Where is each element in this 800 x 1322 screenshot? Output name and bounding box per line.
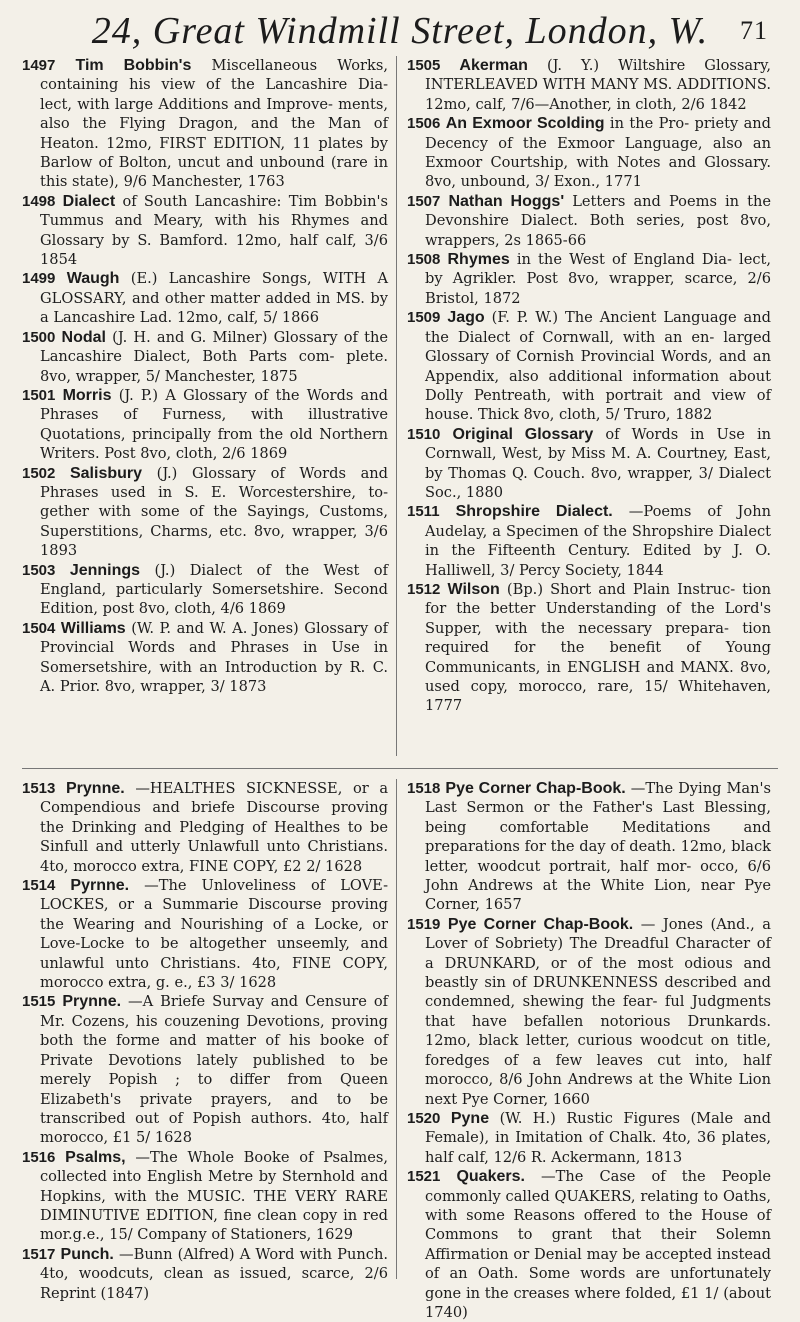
bottom-section (22, 779, 778, 1321)
entry-number: 1509 (407, 309, 441, 327)
entry-text: (J.) Dialect of the West of England, particularly Somersetshire. Second Edition, post 8vo, cloth, 4/6 1869 (40, 561, 388, 618)
entry-text: (J. H. and G. Milner) Glossary of the Lancashire Dialect, Both Parts com- plete. 8vo, wrapper, 5/ Manchester, 1875 (40, 328, 389, 385)
column-divider (396, 56, 397, 756)
entry-text: of Words in Use in Cornwall, West, by Miss M. A. Courtney, East, by Thomas Q. Couch. 8vo, wrapper, 3/ Dialect Soc., 1880 (425, 425, 772, 501)
catalogue-entry (407, 915, 771, 1109)
catalogue-entry (407, 502, 771, 580)
section-divider (22, 768, 778, 769)
entry-heading: Prynne. (62, 993, 122, 1011)
entry-heading: Pye Corner Chap-Book. (447, 915, 634, 933)
top-section (22, 56, 778, 756)
catalogue-entry (407, 56, 771, 114)
entry-heading: Akerman (459, 57, 528, 74)
entry-text: (Bp.) Short and Plain Instruc- tion for the better Understanding of the Lord's Supper, with the necessary prepara- tion required for the benefit of Young Communicants, in ENGLISH and MANX. 8vo, used copy, morocco, rare, 15/ Whitehaven, 1777 (425, 580, 772, 715)
catalogue-entry (407, 425, 771, 503)
entry-heading: Tim Bobbin's (75, 57, 192, 74)
entry-number: 1501 (22, 386, 56, 404)
catalogue-entry (407, 779, 771, 915)
catalogue-entry (22, 779, 388, 876)
catalogue-entry (22, 192, 388, 270)
catalogue-entry (22, 561, 388, 619)
entry-number: 1520 (407, 1109, 441, 1127)
entry-text: (F. P. W.) The Ancient Language and the Dialect of Cornwall, with an en- larged Glossary of Cornish Provincial Words, and an Appendix, also additional information about Dolly Pentreath, with portrait and view of house. Thick 8vo, cloth, 5/ Truro, 1882 (425, 309, 772, 424)
entry-number: 1512 (407, 580, 441, 598)
entry-heading: Quakers. (456, 1168, 525, 1186)
entry-heading: Original Glossary (452, 425, 594, 443)
entry-heading: Dialect (62, 192, 116, 210)
entry-text: (E.) Lancashire Songs, WITH A GLOSSARY, and other matter added in MS. by a Lancashire Lad. 12mo, calf, 5/ 1866 (40, 270, 388, 327)
entry-number: 1505 (407, 57, 441, 74)
entry-heading: Pye Corner Chap-Book. (445, 780, 626, 797)
bottom-left-column (22, 779, 394, 1302)
entry-heading: Rhymes (447, 251, 510, 269)
catalogue-entry (22, 1245, 388, 1303)
entry-text: (J. Y.) Wiltshire Glossary, INTERLEAVED WITH MANY MS. ADDITIONS. 12mo, calf, 7/6—Another, in cloth, 2/6 1842 (425, 57, 772, 113)
entry-number: 1514 (22, 877, 56, 895)
entry-text: — Jones (And., a Lover of Sobriety) The Dreadful Character of a DRUNKARD, or of the most odious and beastly sin of DRUNKENNESS described and condemned, shewing the fear- ful Judgments that have befallen notorious Drunkards. 12mo, black letter, curious woodcut on title, foredges of a few leaves cut into, half morocco, 8/6 John Andrews at the White Lion next Pye Corner, 1660 (425, 915, 771, 1108)
catalogue-entry (407, 580, 771, 716)
entry-text: Miscellaneous Works, containing his view of the Lancashire Dia- lect, with large Additions and Improve- ments, also the Flying Dragon, and the Man of Heaton. 12mo, FIRST EDITION, 11 plates by Barlow of Bolton, uncut and unbound (rare in this state), 9/6 Manchester, 1763 (40, 57, 389, 191)
catalogue-entry (22, 876, 388, 992)
entry-text: (W. P. and W. A. Jones) Glossary of Provincial Words and Phrases in Use in Somersetshire, with an Introduction by R. C. A. Prior. 8vo, wrapper, 3/ 1873 (40, 619, 389, 695)
entry-text: —HEALTHES SICKNESSE, or a Compendious and briefe Discourse proving the Drinking and Pledging of Healthes to be Sinfull and utterly Unlawfull unto Christians. 4to, morocco extra, FINE COPY, £2 2/ 1628 (40, 780, 389, 875)
entry-number: 1500 (22, 328, 56, 346)
catalogue-entry (22, 1148, 388, 1245)
catalogue-entry (22, 992, 388, 1147)
entry-heading: Salisbury (69, 464, 143, 482)
entry-heading: Nathan Hoggs' (448, 192, 565, 210)
entry-number: 1516 (22, 1148, 56, 1166)
entry-number: 1517 (22, 1245, 56, 1263)
entry-number: 1508 (407, 251, 441, 269)
entry-heading: Prynne. (66, 780, 125, 797)
entry-text: —The Unloveliness of LOVE- LOCKES, or a Summarie Discourse proving the Wearing and Nourishing of a Locke, or Love-Locke to be altogether unseemly, and unlawful unto Christians. 4to, FINE COPY, morocco extra, g. e., £3 3/ 1628 (40, 877, 388, 992)
entry-number: 1497 (22, 57, 56, 74)
entry-number: 1519 (407, 915, 441, 933)
column-divider (396, 779, 397, 1279)
page-number: 71 (740, 16, 768, 45)
entry-text: in the Pro- priety and Decency of the Exmoor Language, also an Exmoor Courtship, with Notes and Glossary. 8vo, unbound, 3/ Exon., 1771 (425, 115, 772, 191)
entry-text: —Poems of John Audelay, a Specimen of the Shropshire Dialect in the Fifteenth Century. Edited by J. O. Halliwell, 3/ Percy Society, 1844 (425, 503, 771, 579)
entry-text: —The Dying Man's Last Sermon or the Father's Last Blessing, being comfortable Meditations and preparations for the day of death. 12mo, black letter, woodcut portrait, half mor- occo, 6/6 John Andrews at the White Lion, near Pye Corner, 1657 (425, 780, 772, 914)
entry-heading: Shropshire Dialect. (455, 503, 613, 521)
entry-text: (W. H.) Rustic Figures (Male and Female), in Imitation of Chalk. 4to, 36 plates, half calf, 12/6 R. Ackermann, 1813 (425, 1109, 772, 1166)
entry-heading: Pyrnne. (70, 877, 130, 895)
entry-number: 1499 (22, 270, 56, 288)
entry-number: 1510 (407, 425, 441, 443)
catalogue-entry (22, 386, 388, 464)
entry-number: 1502 (22, 464, 56, 482)
entry-heading: Jennings (69, 561, 141, 579)
catalogue-entry (407, 308, 771, 424)
entry-text: —A Briefe Survay and Censure of Mr. Cozens, his couzening Devotions, proving both the forme and matter of his booke of Private Devotions lately published to be merely Popish ; to differ from Queen Elizabeth's private prayers, and to be transcribed out of Popish authors. 4to, half morocco, £1 5/ 1628 (40, 993, 389, 1147)
catalogue-entry (22, 464, 388, 561)
entry-text: in the West of England Dia- lect, by Agrikler. Post 8vo, wrapper, scarce, 2/6 Bristol, 1872 (425, 251, 772, 307)
entry-text: —The Whole Booke of Psalmes, collected into English Metre by Sternhold and Hopkins, with the MUSIC. THE VERY RARE DIMINUTIVE EDITION, fine clean copy in red mor.g.e., 15/ Company of Stationers, 1629 (40, 1148, 389, 1244)
entry-heading: Wilson (447, 580, 500, 598)
catalogue-entry (407, 114, 771, 192)
page-header (22, 6, 778, 56)
catalogue-entry (22, 269, 388, 327)
entry-text: of South Lancashire: Tim Bobbin's Tummus and Meary, with his Rhymes and Glossary by S. Bamford. 12mo, half calf, 3/6 1854 (40, 192, 388, 269)
entry-number: 1518 (407, 780, 441, 797)
top-left-column (22, 56, 394, 756)
top-right-column (399, 56, 771, 756)
catalogue-entry (22, 619, 388, 697)
entry-heading: Williams (60, 619, 126, 637)
catalogue-entry (407, 250, 771, 308)
entry-heading: Jago (447, 309, 485, 327)
header-address: 24, Great Windmill Street, London, W. (91, 10, 709, 52)
entry-heading: Nodal (61, 328, 106, 346)
entry-number: 1504 (22, 619, 56, 637)
catalogue-entry (22, 56, 388, 192)
entry-number: 1503 (22, 561, 56, 579)
catalogue-entry (407, 1109, 771, 1167)
catalogue-entry (22, 328, 388, 386)
entry-heading: Psalms, (65, 1148, 126, 1166)
entry-number: 1498 (22, 192, 56, 210)
entry-text: Letters and Poems in the Devonshire Dialect. Both series, post 8vo, wrappers, 2s 1865-66 (425, 192, 772, 249)
entry-heading: Punch. (60, 1245, 114, 1263)
entry-heading: Waugh (66, 270, 120, 288)
entry-heading: Morris (62, 386, 112, 404)
catalogue-entry (407, 1167, 771, 1322)
bottom-right-column (399, 779, 772, 1321)
entry-number: 1515 (22, 993, 56, 1011)
entry-text: (J.) Glossary of Words and Phrases used in S. E. Worcestershire, to- gether with some of the Sayings, Customs, Superstitions, Charms, etc. 8vo, wrapper, 3/6 1893 (40, 464, 389, 560)
entry-text: —Bunn (Alfred) A Word with Punch. 4to, woodcuts, clean as issued, scarce, 2/6 Reprint (1847) (40, 1245, 389, 1302)
entry-text: —The Case of the People commonly called QUAKERS, relating to Oaths, with some Reasons offered to the House of Commons to grant that their Solemn Affirmation or Denial may be accepted instead of an Oath. Some words are unfortunately gone in the creases where folded, £1 1/ (about 1740) (425, 1168, 771, 1321)
entry-number: 1511 (407, 503, 440, 521)
catalogue-entry (407, 192, 771, 250)
entry-heading: Pyne (450, 1109, 490, 1127)
entry-number: 1521 (407, 1168, 441, 1186)
entry-number: 1506 (407, 115, 441, 133)
entry-number: 1513 (22, 780, 56, 797)
entry-heading: An Exmoor Scolding (445, 115, 605, 133)
entry-number: 1507 (407, 192, 441, 210)
entry-text: (J. P.) A Glossary of the Words and Phrases of Furness, with illustrative Quotations, principally from the old Northern Writers. Post 8vo, cloth, 2/6 1869 (40, 386, 388, 463)
